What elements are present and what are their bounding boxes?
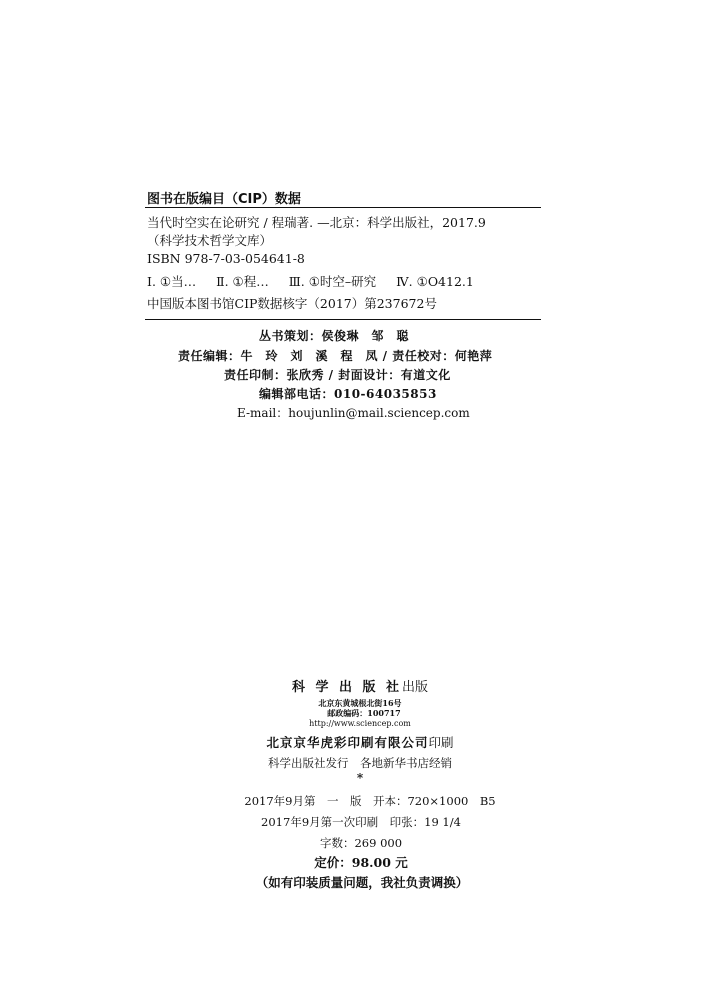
price: 定价：98.00 元	[314, 855, 408, 870]
publisher-name	[0, 676, 720, 695]
printer-suffix: 印刷	[428, 735, 454, 750]
printing-line: 2017年9月第一次印刷 印张：19 1/4	[261, 815, 461, 829]
series-planning: 丛书策划：侯俊琳 邹 聪	[259, 329, 410, 343]
cip-isbn: ISBN 978-7-03-054641-8	[147, 251, 305, 266]
publisher-name-text: 科 学 出 版 社	[291, 680, 403, 695]
editorial-phone: 编辑部电话：010-64035853	[259, 387, 437, 401]
publisher-name-suffix: 出版	[402, 680, 429, 695]
publisher-website: http://www.sciencep.com	[309, 719, 411, 728]
cip-class-1: Ⅰ. ①当…	[147, 274, 197, 289]
star-separator: *	[356, 771, 364, 785]
edition-line: 2017年9月第 一 版 开本：720×1000 B5	[244, 794, 496, 808]
printer-line	[0, 733, 720, 751]
distribution-line: 科学出版社发行 各地新华书店经销	[268, 756, 452, 770]
cip-bottom-rule	[145, 319, 541, 320]
publisher-postcode: 邮政编码：100717	[327, 708, 401, 718]
cip-heading: 图书在版编目（CIP）数据	[147, 192, 301, 207]
cip-class-4: Ⅳ. ①O412.1	[396, 274, 474, 289]
cip-series: （科学技术哲学文库）	[147, 233, 273, 248]
cip-top-rule	[145, 207, 541, 208]
word-count: 字数：269 000	[319, 836, 403, 850]
print-and-cover: 责任印制：张欣秀 / 封面设计：有道文化	[224, 368, 451, 382]
quality-note: （如有印装质量问题，我社负责调换）	[255, 875, 469, 890]
cip-number: 中国版本图书馆CIP数据核字（2017）第237672号	[147, 296, 437, 311]
cip-classification	[147, 272, 490, 290]
cip-title-line: 当代时空实在论研究 / 程瑞著. —北京：科学出版社，2017.9	[147, 215, 486, 230]
responsible-editors: 责任编辑：牛 玲 刘 溪 程 凤 / 责任校对：何艳萍	[178, 349, 493, 363]
cip-class-3: Ⅲ. ①时空–研究	[288, 274, 377, 289]
publisher-address: 北京东黄城根北街16号	[318, 698, 402, 708]
editorial-email: E-mail：houjunlin@mail.sciencep.com	[237, 406, 470, 420]
printer-name: 北京京华虎彩印刷有限公司	[266, 735, 429, 750]
cip-class-2: Ⅱ. ①程…	[216, 274, 269, 289]
